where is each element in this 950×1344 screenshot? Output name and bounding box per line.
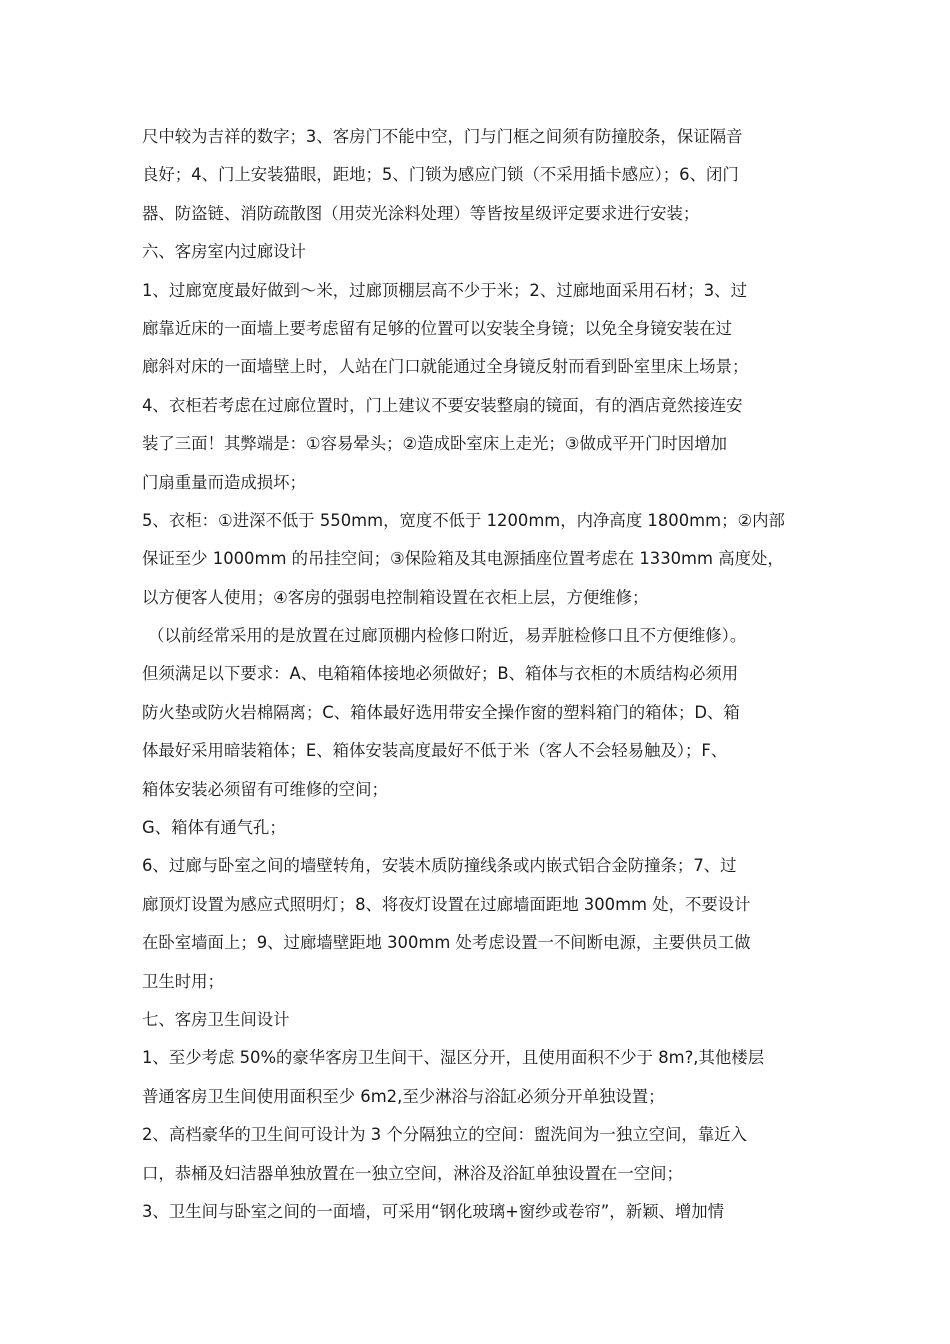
section-heading: 七、客房卫生间设计 [142,1009,290,1029]
text-line: 器、防盗链、消防疏散图（用荧光涂料处理）等皆按星级评定要求进行安装； [142,203,700,223]
text-line: 门扇重量而造成损坏； [142,472,306,492]
text-line: 但须满足以下要求：A、电箱箱体接地必须做好；B、箱体与衣柜的木质结构必须用 [142,664,739,684]
text-line: 良好；4、门上安装猫眼，距地；5、门锁为感应门锁（不采用插卡感应）；6、闭门 [142,165,739,185]
text-line: 装了三面！其弊端是：①容易晕头；②造成卧室床上走光；③做成平开门时因增加 [142,434,727,454]
text-line: 廊靠近床的一面墙上要考虑留有足够的位置可以安装全身镜；以免全身镜安装在过 [142,318,733,338]
section-heading: 六、客房室内过廊设计 [142,242,306,262]
text-line: G、箱体有通气孔； [142,818,286,838]
text-line: 5、衣柜：①进深不低于 550mm，宽度不低于 1200mm，内净高度 1800mm；②内部 [142,510,785,530]
text-line: 箱体安装必须留有可维修的空间； [142,779,388,799]
text-line: 体最好采用暗装箱体；E、箱体安装高度最好不低于米（客人不会轻易触及）；F、 [142,741,728,761]
text-line: 4、衣柜若考虑在过廊位置时，门上建议不要安装整扇的镜面，有的酒店竟然接连安 [142,395,743,415]
document-body [142,118,832,1231]
text-line: 廊斜对床的一面墙壁上时，人站在门口就能通过全身镜反射而看到卧室里床上场景； [142,357,749,377]
text-line: 6、过廊与卧室之间的墙壁转角，安装木质防撞线条或内嵌式铝合金防撞条；7、过 [142,856,737,876]
text-line: 普通客房卫生间使用面积至少 6m2,至少淋浴与浴缸必须分开单独设置； [142,1086,665,1106]
text-line: 卫生时用； [142,971,224,991]
text-line: 廊顶灯设置为感应式照明灯；8、将夜灯设置在过廊墙面距地 300mm 处，不要设计 [142,894,751,914]
text-line: （以前经常采用的是放置在过廊顶棚内检修口附近，易弄脏检修口且不方便维修）。 [148,626,747,646]
text-line: 3、卫生间与卧室之间的一面墙，可采用“钢化玻璃+窗纱或卷帘”，新颖、增加情 [142,1201,725,1221]
text-line: 1、过廊宽度最好做到～米，过廊顶棚层高不少于米；2、过廊地面采用石材；3、过 [142,280,747,300]
text-line: 防火垫或防火岩棉隔离；C、箱体最好选用带安全操作窗的塑料箱门的箱体；D、箱 [142,702,740,722]
text-line: 以方便客人使用；④客房的强弱电控制箱设置在衣柜上层，方便维修； [142,587,649,607]
text-line: 口，恭桶及妇洁器单独放置在一独立空间，淋浴及浴缸单独设置在一空间； [142,1163,683,1183]
text-line: 2、高档豪华的卫生间可设计为 3 个分隔独立的空间：盥洗间为一独立空间，靠近入 [142,1125,747,1145]
text-line: 1、至少考虑 50%的豪华客房卫生间干、湿区分开，且使用面积不少于 8m?,其他楼层 [142,1048,765,1068]
text-line: 保证至少 1000mm 的吊挂空间；③保险箱及其电源插座位置考虑在 1330mm 高度处， [142,549,784,569]
text-line: 在卧室墙面上；9、过廊墙壁距地 300mm 处考虑设置一不间断电源，主要供员工做 [142,933,751,953]
text-line: 尺中较为吉祥的数字；3、客房门不能中空，门与门框之间须有防撞胶条，保证隔音 [142,127,743,146]
